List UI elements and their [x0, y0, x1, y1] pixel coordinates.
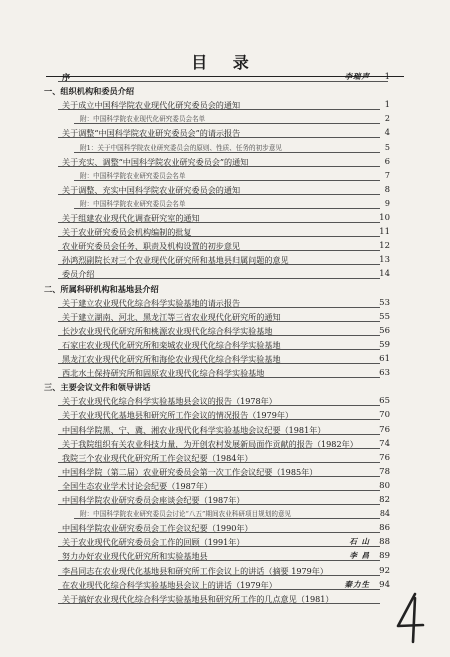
toc-entry — [0, 366, 450, 380]
leader-line — [74, 518, 380, 519]
toc-entry — [0, 493, 450, 507]
handwritten-mark-icon — [393, 592, 427, 644]
entry-page-number: 76 — [379, 452, 390, 463]
leader-line — [74, 180, 380, 181]
entry-page-number: 56 — [379, 325, 390, 336]
leader-line — [58, 419, 380, 420]
leader-line — [58, 476, 380, 477]
entry-page-number: 88 — [379, 537, 390, 548]
leader-line — [74, 152, 380, 153]
leader-line — [58, 405, 380, 406]
entry-author: 秦力生 — [344, 579, 370, 589]
entry-author: 李 昌 — [349, 551, 370, 561]
entry-page-number: 7 — [384, 170, 390, 180]
page-title: 目 录 — [191, 53, 259, 72]
entry-page-number: 12 — [379, 241, 390, 252]
leader-line — [58, 81, 388, 82]
entry-page-number: 74 — [379, 438, 390, 449]
leader-line — [58, 109, 380, 110]
entry-page-number: 65 — [379, 396, 390, 407]
leader-line — [58, 603, 380, 604]
toc-entry — [0, 394, 450, 408]
entry-title: 西北水土保持研究所和固原农业现代化综合科学实验基地 — [62, 368, 265, 379]
entry-title: 一、组织机构和委员介绍 — [44, 86, 135, 97]
entry-page-number: 76 — [379, 424, 390, 435]
entry-title: 中国科学院（第二届）农业研究委员会第一次工作会议纪要（1985年） — [62, 466, 318, 477]
toc-sub-entry — [0, 169, 450, 183]
toc-entry — [0, 479, 450, 493]
entry-title: 农业研究委员会任务、职责及机构设置的初步意见 — [62, 241, 241, 252]
entry-title: 附：中国科学院农业研究委员会讨论“八五”期间农业科研项目规划的意见 — [80, 510, 292, 519]
entry-page-number: 4 — [384, 128, 390, 139]
entry-title: 二、所属科研机构和基地县介绍 — [44, 283, 159, 294]
entry-title: 黑龙江农业现代化研究所和海伦农业现代化综合科学实验基地 — [62, 354, 281, 364]
section-heading — [0, 84, 450, 98]
toc-sub-entry — [0, 197, 450, 211]
toc-entry — [0, 225, 450, 239]
leader-line — [58, 349, 380, 350]
toc-entry — [0, 592, 450, 606]
entry-title: 关于成立中国科学院农业现代化研究委员会的通知 — [62, 100, 241, 111]
entry-title: 中国科学院黑、宁、冀、湘农业现代化科学实验基地会议纪要（1981年） — [62, 424, 326, 435]
entry-title: 李昌同志在农业现代化基地县和研究所工作会议上的讲话（摘要 1979年） — [62, 565, 328, 576]
entry-page-number: 2 — [384, 114, 390, 124]
entry-title: 附：中国科学院农业现代化研究委员会名单 — [80, 115, 206, 124]
entry-page-number: 11 — [379, 227, 390, 238]
entry-page-number: 55 — [379, 311, 390, 322]
entry-title: 关于我院组织有关农业科技力量，为开创农村发展新局面作贡献的报告（1982年） — [62, 438, 358, 449]
toc-entry — [0, 239, 450, 253]
entry-title: 在农业现代化综合科学实验基地县会议上的讲话（1979年） — [62, 579, 277, 590]
entry-title: 关于农业研究委员会机构编制的批复 — [62, 227, 192, 238]
entry-page-number: 63 — [379, 368, 390, 379]
toc-entry — [0, 423, 450, 437]
entry-page-number: 82 — [379, 495, 390, 505]
entry-title: 关于调整“中国科学院农业研究委员会”的请示报告 — [62, 128, 241, 139]
toc-sub-entry — [0, 112, 450, 126]
leader-line — [58, 250, 380, 251]
leader-line — [58, 462, 380, 463]
leader-line — [58, 222, 380, 223]
entry-page-number: 14 — [379, 269, 390, 280]
entry-page-number: 80 — [379, 480, 390, 491]
entry-title: 关于农业现代化综合科学实验基地县会议的报告（1978年） — [62, 396, 277, 407]
entry-title: 关于搞好农业现代化综合科学实验基地县和研究所工作的几点意见（1981） — [62, 593, 334, 604]
entry-title: 中国科学院农业研究委员会座谈会纪要（1987年） — [62, 495, 245, 505]
entry-page-number: 59 — [379, 339, 390, 350]
leader-line — [58, 321, 380, 322]
entry-title: 附：中国科学院农业研究委员会名单 — [80, 171, 186, 180]
entry-page-number: 92 — [379, 565, 390, 576]
entry-page-number: 94 — [379, 579, 390, 590]
leader-line — [58, 490, 380, 491]
leader-line — [58, 377, 380, 378]
toc-entry — [0, 70, 450, 84]
entry-page-number: 6 — [384, 156, 390, 167]
toc-entry — [0, 549, 450, 563]
toc-sub-entry — [0, 507, 450, 521]
leader-line — [58, 575, 380, 576]
entry-page-number: 5 — [384, 142, 390, 152]
leader-line — [58, 546, 380, 547]
entry-title: 委员介绍 — [62, 269, 95, 280]
leader-line — [58, 194, 380, 195]
leader-line — [58, 278, 380, 279]
entry-title: 关于建立湖南、河北、黑龙江等三省农业现代化研究所的通知 — [62, 311, 281, 322]
leader-line — [58, 137, 380, 138]
toc-entry — [0, 296, 450, 310]
entry-title: 关于建立农业现代化综合科学实验基地的请示报告 — [62, 297, 241, 308]
toc-entry — [0, 183, 450, 197]
entry-title: 三、主要会议文件和领导讲话 — [44, 382, 151, 393]
entry-title: 长沙农业现代化研究所和桃源农业现代化综合科学实验基地 — [62, 325, 273, 336]
leader-line — [74, 123, 380, 124]
entry-title: 关于组建农业现代化调查研究室的通知 — [62, 213, 200, 223]
toc-entry — [0, 352, 450, 366]
section-heading — [0, 380, 450, 394]
section-heading — [0, 282, 450, 296]
toc-entry — [0, 155, 450, 169]
entry-page-number: 13 — [379, 255, 390, 266]
leader-line — [58, 166, 380, 167]
toc-entry — [0, 253, 450, 267]
leader-line — [58, 335, 380, 336]
entry-title: 孙鸿烈副院长对三个农业现代化研究所和基地县归属问题的意见 — [62, 255, 289, 266]
entry-title: 我院三个农业现代化研究所工作会议纪要（1984年） — [62, 452, 253, 463]
entry-author: 石 山 — [349, 537, 370, 547]
leader-line — [58, 560, 380, 561]
entry-title: 附：中国科学院农业研究委员会名单 — [80, 199, 186, 208]
entry-title: 关于农业现代化基地县和研究所工作会议的情况报告（1979年） — [62, 410, 294, 421]
leader-line — [58, 448, 380, 449]
toc-entry — [0, 521, 450, 535]
entry-page-number: 70 — [379, 410, 390, 421]
leader-line — [58, 363, 380, 364]
entry-page-number: 61 — [379, 354, 390, 364]
leader-line — [58, 434, 380, 435]
entry-page-number: 89 — [379, 551, 390, 562]
toc-entry — [0, 338, 450, 352]
entry-page-number: 10 — [379, 213, 390, 223]
toc-entry — [0, 324, 450, 338]
toc-entry — [0, 578, 450, 592]
leader-line — [58, 589, 380, 590]
entry-page-number: 8 — [384, 184, 390, 195]
leader-line — [58, 532, 380, 533]
toc-entry — [0, 564, 450, 578]
toc-entry — [0, 211, 450, 225]
toc-entry — [0, 465, 450, 479]
leader-line — [58, 236, 380, 237]
entry-title: 中国科学院农业研究委员会工作会议纪要（1990年） — [62, 523, 253, 534]
entry-title: 关于农业现代化研究委员会工作的回顾（1991年） — [62, 537, 245, 548]
toc-entry — [0, 451, 450, 465]
entry-title: 全国生态农业学术讨论会纪要（1987年） — [62, 480, 213, 491]
entry-title: 石家庄农业现代化研究所和栾城农业现代化综合科学实验基地 — [62, 339, 281, 350]
entry-page-number: 1 — [384, 100, 390, 111]
entry-title: 努力办好农业现代化研究所和实验基地县 — [62, 551, 208, 562]
leader-line — [74, 208, 380, 209]
entry-title: 附1：关于中国科学院农业研究委员会的原则、性质、任务的初步意见 — [80, 143, 283, 152]
toc-entry — [0, 267, 450, 281]
entry-page-number: 9 — [384, 198, 390, 208]
entry-title: 序 — [62, 72, 71, 82]
toc-entry — [0, 408, 450, 422]
entry-title: 关于调整、充实中国科学院农业研究委员会的通知 — [62, 184, 241, 195]
leader-line — [58, 307, 380, 308]
entry-page-number: 1 — [384, 72, 390, 82]
toc-sub-entry — [0, 141, 450, 155]
toc-entry — [0, 126, 450, 140]
entry-title: 关于充实、调整“中国科学院农业研究委员会”的通知 — [62, 156, 249, 167]
toc-entry — [0, 98, 450, 112]
toc-entry — [0, 535, 450, 549]
entry-page-number: 78 — [379, 466, 390, 477]
leader-line — [58, 504, 380, 505]
entry-page-number: 84 — [379, 509, 390, 519]
toc-entry — [0, 310, 450, 324]
entry-author: 李瑞声 — [344, 72, 370, 81]
entry-page-number: 53 — [379, 297, 390, 308]
toc-entry — [0, 437, 450, 451]
leader-line — [58, 264, 380, 265]
entry-page-number: 86 — [379, 523, 390, 534]
